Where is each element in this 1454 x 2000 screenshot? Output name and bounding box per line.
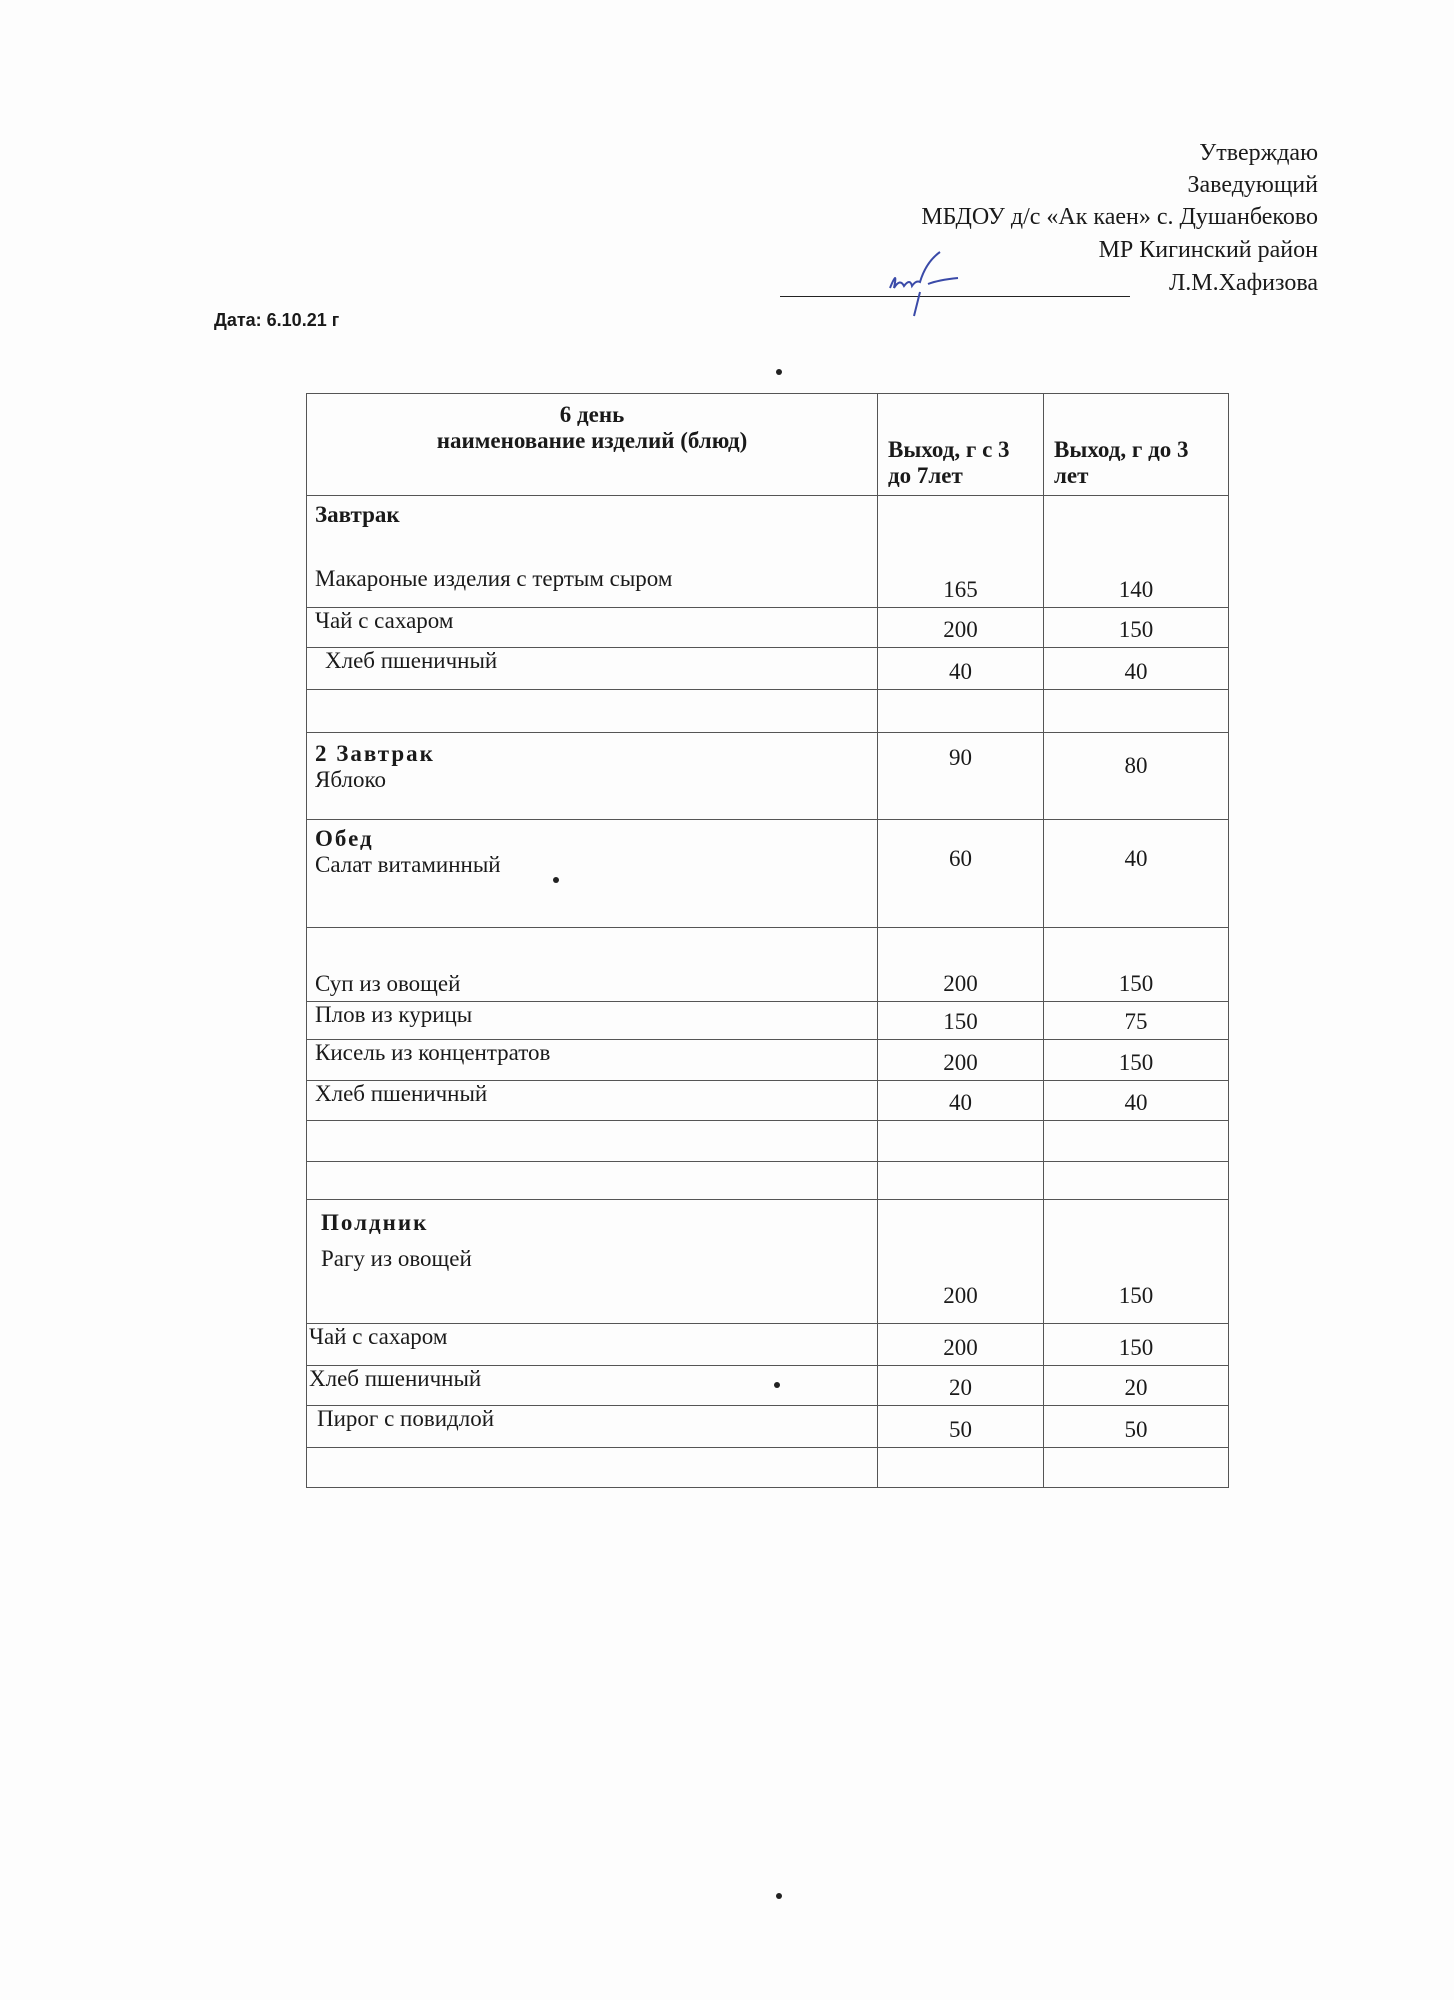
yield-3-7: 165 (878, 496, 1044, 608)
empty-row (307, 1448, 1229, 1488)
yield-under-3: 40 (1044, 648, 1229, 690)
table-row (307, 1406, 1229, 1448)
approval-district: МР Кигинский район (1098, 237, 1318, 263)
yield-3-7: 200 (878, 608, 1044, 648)
section-lunch: Обед (315, 826, 374, 851)
dish-name: Кисель из концентратов (307, 1040, 878, 1081)
yield-3-7: 150 (878, 1002, 1044, 1040)
table-row (307, 1324, 1229, 1366)
scan-dot (776, 1893, 782, 1899)
yield-under-3: 20 (1044, 1366, 1229, 1406)
header-col1: Выход, г с 3 до 7лет (878, 394, 1044, 496)
menu-table (306, 393, 1229, 1488)
dish-name: Хлеб пшеничный (307, 1366, 878, 1406)
header-name (307, 394, 878, 496)
yield-under-3: 40 (1044, 820, 1229, 928)
yield-3-7: 20 (878, 1366, 1044, 1406)
section-snack: Полдник (321, 1210, 429, 1235)
signature (880, 248, 990, 318)
approval-line: Утверждаю (1199, 140, 1318, 166)
yield-3-7: 200 (878, 1200, 1044, 1324)
yield-under-3: 150 (1044, 1324, 1229, 1366)
approval-organization: МБДОУ д/с «Ак каен» с. Душанбеково (921, 204, 1318, 230)
table-row (307, 1081, 1229, 1121)
scan-dot (553, 877, 559, 883)
dish-name: Макароные изделия с тертым сыром (315, 566, 673, 591)
empty-row (307, 1162, 1229, 1200)
dish-name: Суп из овощей (307, 928, 878, 1002)
approval-position: Заведующий (1187, 172, 1318, 198)
yield-under-3: 150 (1044, 1200, 1229, 1324)
empty-row (307, 1121, 1229, 1162)
dish-name: Пирог с повидлой (307, 1406, 878, 1448)
scan-dot (776, 369, 782, 375)
scan-dot (774, 1382, 780, 1388)
dish-name: Чай с сахаром (307, 1324, 878, 1366)
yield-3-7: 200 (878, 1040, 1044, 1081)
yield-under-3: 40 (1044, 1081, 1229, 1121)
table-row (307, 608, 1229, 648)
yield-3-7: 40 (878, 648, 1044, 690)
yield-under-3: 140 (1044, 496, 1229, 608)
dish-name: Салат витаминный (315, 852, 501, 877)
yield-3-7: 200 (878, 928, 1044, 1002)
signer-name: Л.М.Хафизова (1168, 270, 1318, 296)
header-name-label: наименование изделий (блюд) (436, 428, 748, 453)
table-row (307, 1002, 1229, 1040)
yield-under-3: 150 (1044, 928, 1229, 1002)
dish-name: Рагу из овощей (321, 1246, 472, 1271)
table-row (307, 648, 1229, 690)
dish-name: Плов из курицы (307, 1002, 878, 1040)
section-breakfast: Завтрак (315, 502, 400, 527)
dish-name: Хлеб пшеничный (307, 648, 878, 690)
yield-under-3: 50 (1044, 1406, 1229, 1448)
yield-under-3: 75 (1044, 1002, 1229, 1040)
yield-3-7: 40 (878, 1081, 1044, 1121)
table-row (307, 496, 1229, 608)
empty-row (307, 690, 1229, 733)
table-row (307, 1040, 1229, 1081)
dish-name: Чай с сахаром (307, 608, 878, 648)
dish-name: Хлеб пшеничный (307, 1081, 878, 1121)
yield-under-3: 150 (1044, 608, 1229, 648)
table-row (307, 733, 1229, 820)
yield-under-3: 150 (1044, 1040, 1229, 1081)
yield-3-7: 90 (878, 733, 1044, 820)
dish-name: Яблоко (315, 767, 386, 792)
header-day: 6 день (559, 402, 625, 427)
document-date: Дата: 6.10.21 г (214, 310, 340, 330)
table-row (307, 1366, 1229, 1406)
table-row (307, 820, 1229, 928)
section-breakfast-2: 2 Завтрак (315, 741, 435, 766)
yield-3-7: 60 (878, 820, 1044, 928)
table-row (307, 1200, 1229, 1324)
yield-3-7: 50 (878, 1406, 1044, 1448)
yield-under-3: 80 (1044, 733, 1229, 820)
header-col2: Выход, г до 3 лет (1044, 394, 1229, 496)
table-header (307, 394, 1229, 496)
table-row (307, 928, 1229, 1002)
yield-3-7: 200 (878, 1324, 1044, 1366)
